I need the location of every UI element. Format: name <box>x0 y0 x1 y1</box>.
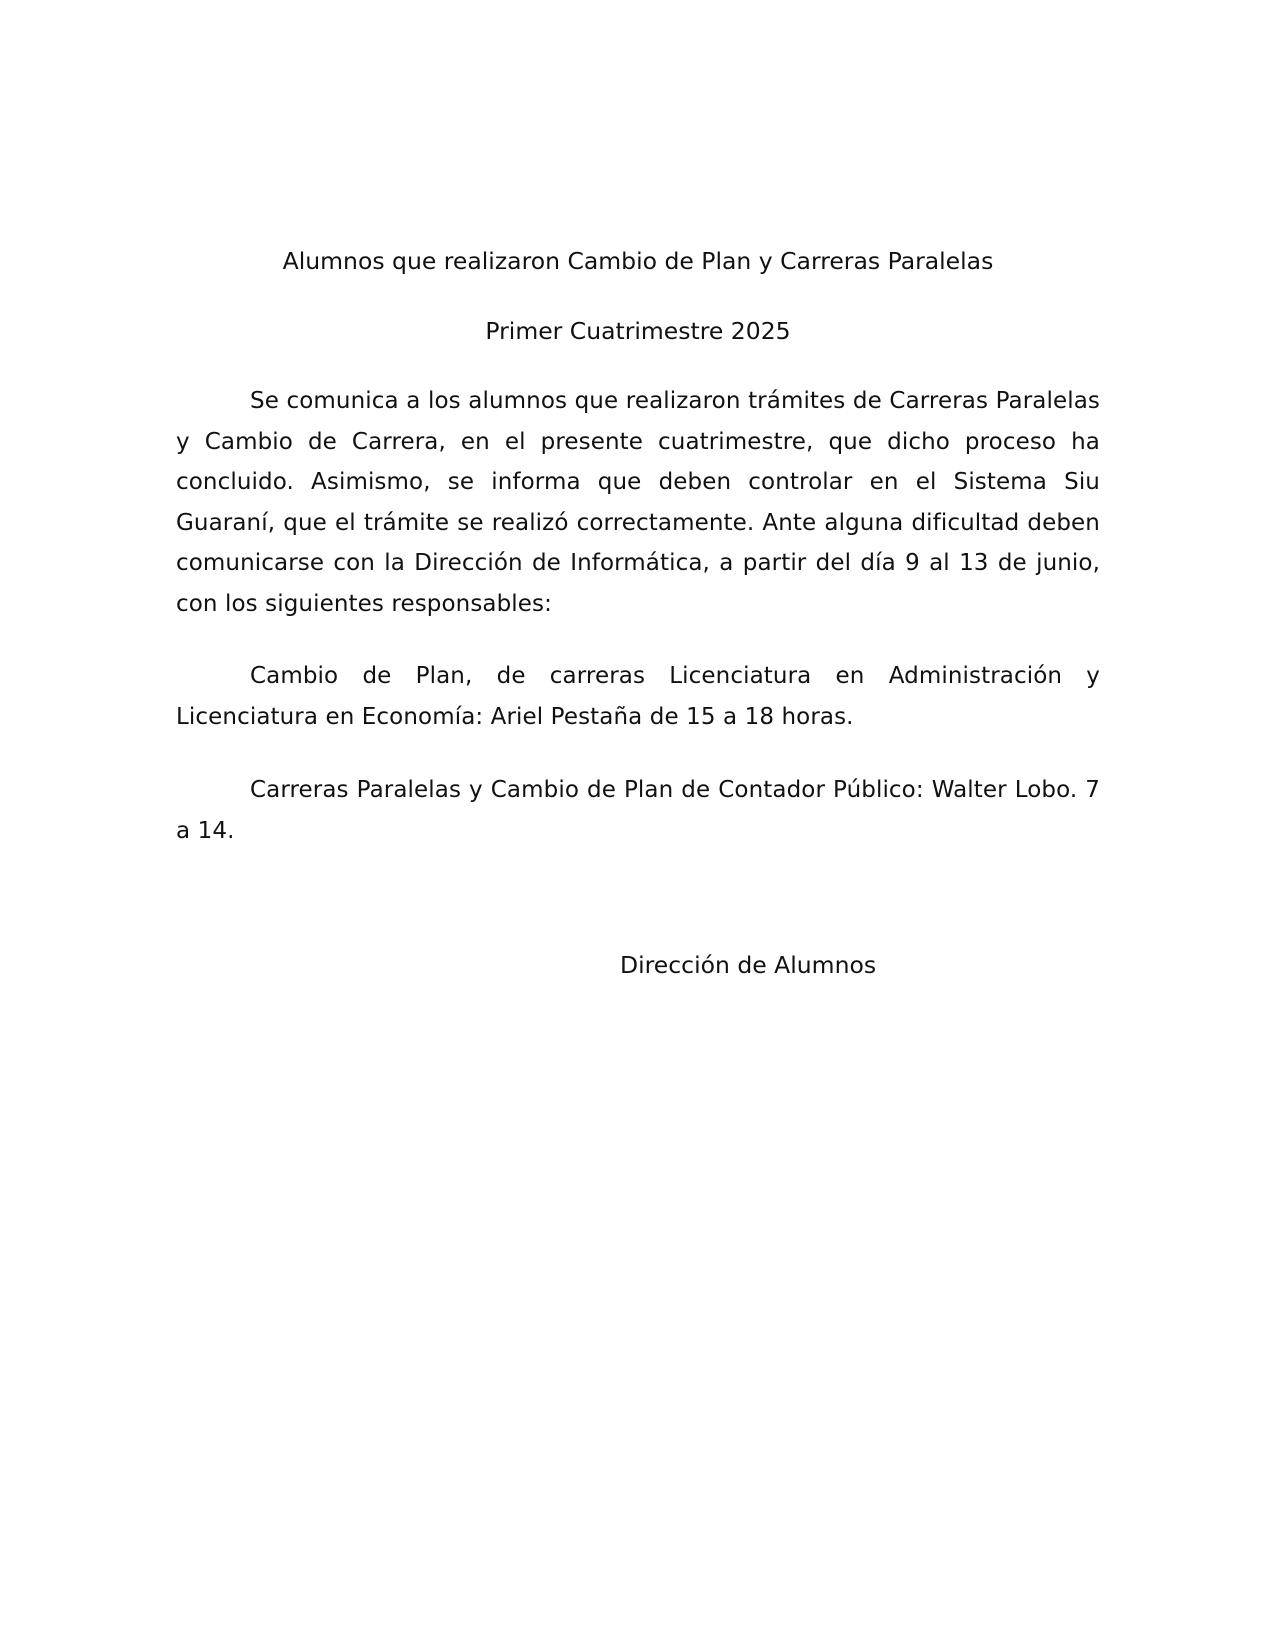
paragraph-plan-change: Cambio de Plan, de carreras Licenciatura en Administración y Licenciatura en Economía: Ariel Pestaña de 15 a 18 horas. <box>176 663 1100 730</box>
document-title: Alumnos que realizaron Cambio de Plan y Carreras Paralelas <box>282 247 994 275</box>
document-subtitle: Primer Cuatrimestre 2025 <box>485 317 791 345</box>
signature: Dirección de Alumnos <box>620 951 877 979</box>
paragraph-parallel-careers: Carreras Paralelas y Cambio de Plan de Contador Público: Walter Lobo. 7 a 14. <box>176 777 1100 844</box>
paragraph-announcement: Se comunica a los alumnos que realizaron trámites de Carreras Paralelas y Cambio de Carrera, en el presente cuatrimestre, que dicho proceso ha concluido. Asimismo, se informa que deben controlar en el Sistema Siu Guaraní, que el trámite se realizó correctamente. Ante alguna dificultad deben comunicarse con la Dirección de Informática, a partir del día 9 al 13 de junio, con los siguientes responsables: <box>176 388 1100 617</box>
